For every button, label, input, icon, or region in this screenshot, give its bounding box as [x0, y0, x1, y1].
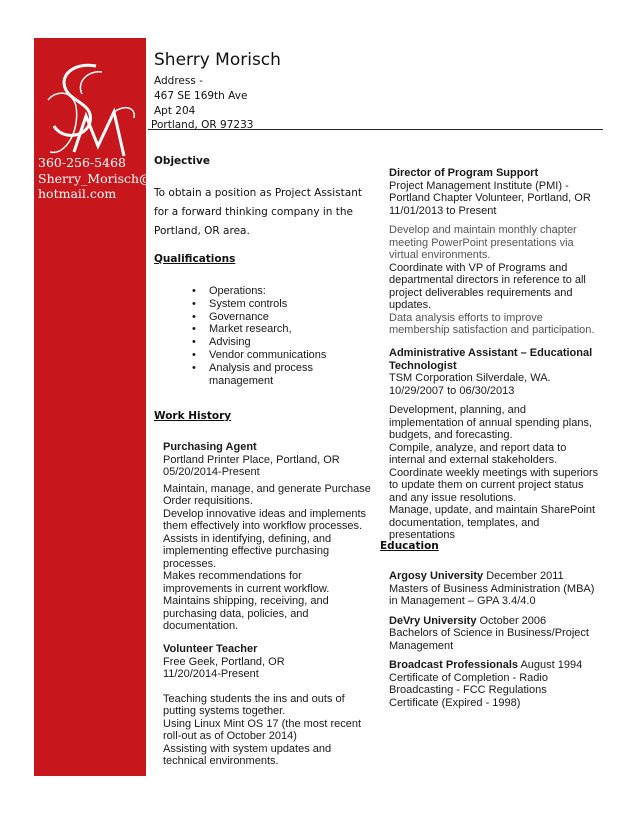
education-school: Argosy University — [389, 570, 484, 582]
address-street: 467 SE 169th Ave — [154, 90, 248, 102]
list-item: • Vendor communications — [192, 349, 359, 362]
job-duty: Manage, update, and maintain SharePoint documentation, templates, and presentations — [389, 504, 596, 541]
education-item — [389, 659, 599, 709]
job-purchasing-agent — [163, 441, 373, 633]
job-title: Purchasing Agent — [163, 441, 257, 453]
job-duty: Assisting with system updates and technical environments. — [163, 742, 332, 767]
education-date: December 2011 — [483, 570, 564, 582]
job-company: Project Management Institute (PMI) - Portland Chapter Volunteer, Portland, OR — [389, 179, 591, 204]
job-duty: Maintains shipping, receiving, and purchasing data, policies, and documentation. — [163, 595, 329, 632]
job-director-program-support — [389, 167, 599, 337]
email-line-1: Sherry_Morisch@ — [38, 170, 152, 186]
job-dates: 05/20/2014-Present — [163, 466, 260, 478]
list-item: • Market research, — [192, 323, 359, 336]
job-duty: Coordinate weekly meetings with superiors to update them on current project status and any issue resolutions. — [389, 466, 599, 504]
job-duty: Maintain, manage, and generate Purchase Order requisitions. — [163, 482, 371, 507]
sm-monogram-icon — [36, 60, 144, 168]
job-duty: Teaching students the ins and outs of putting systems together. — [163, 692, 345, 717]
job-title: Director of Program Support — [389, 167, 539, 179]
email-line-2: hotmail.com — [38, 186, 117, 201]
job-duty: Using Linux Mint OS 17 (the most recent roll-out as of October 2014) — [163, 717, 362, 742]
list-item: • Operations: — [192, 285, 359, 298]
list-item: • System controls — [192, 298, 359, 311]
job-duty: Data analysis efforts to improve membership satisfaction and participation. — [389, 311, 595, 336]
job-duty: Compile, analyze, and report data to internal and external stakeholders. — [389, 441, 567, 466]
education-heading: Education — [380, 540, 439, 552]
education-school: Broadcast Professionals — [389, 659, 518, 671]
candidate-name: Sherry Morisch — [154, 50, 281, 70]
header-divider — [148, 129, 603, 130]
education-list — [389, 570, 599, 709]
job-dates: 11/01/2013 to Present — [389, 204, 497, 217]
work-history-heading: Work History — [154, 410, 232, 422]
job-duty: Coordinate with VP of Programs and departmental directors in reference to all project deliverables requirements and updates. — [389, 261, 586, 311]
job-company: Portland Printer Place, Portland, OR — [163, 453, 340, 466]
job-duty: Develop and maintain monthly chapter meeting PowerPoint presentations via virtual environments. — [389, 224, 577, 261]
education-item — [389, 570, 599, 608]
education-detail: Masters of Business Administration (MBA) in Management – GPA 3.4/4.0 — [389, 582, 595, 607]
education-school: DeVry University — [389, 614, 477, 627]
job-company: TSM Corporation Silverdale, WA. 10/29/2007 to 06/30/2013 — [389, 372, 551, 397]
job-title: Administrative Assistant – Educational Technologist — [389, 347, 593, 372]
job-administrative-assistant — [389, 347, 599, 542]
sidebar — [34, 38, 152, 776]
qualifications-list — [192, 285, 359, 387]
job-duty: Makes recommendations for improvements in current workflow. — [163, 570, 330, 595]
address-label: Address - — [154, 75, 203, 87]
job-company: Free Geek, Portland, OR 11/20/2014-Present — [163, 655, 285, 680]
list-item: • Governance — [192, 311, 359, 324]
address-apt: Apt 204 — [154, 105, 196, 117]
job-duty: Develop innovative ideas and implements them effectively into workflow processes. — [163, 507, 367, 532]
job-duty: Development, planning, and implementation of annual spending plans, budgets, and forecasting. — [389, 404, 593, 441]
objective-text: To obtain a position as Project Assistant for a forward thinking company in the Portland, OR area. — [154, 187, 362, 237]
phone-number: 360-256-5468 — [38, 155, 126, 170]
list-item: • Advising — [192, 336, 359, 349]
education-date: October 2006 — [476, 614, 547, 627]
education-detail: Bachelors of Science in Business/Project Management — [389, 627, 589, 652]
list-item: • Analysis and process management — [192, 362, 359, 388]
job-duty: Assists in identifying, defining, and implementing effective purchasing processes. — [163, 532, 332, 570]
job-title: Volunteer Teacher — [163, 643, 258, 655]
address-city: Portland, OR 97233 — [151, 119, 254, 131]
education-detail: Certificate of Completion - Radio Broadcasting - FCC Regulations Certificate (Expired - 1998) — [389, 671, 548, 709]
objective-heading: Objective — [154, 155, 210, 167]
education-date: August 1994 — [518, 659, 583, 671]
job-volunteer-teacher — [163, 643, 373, 768]
education-item — [389, 615, 599, 653]
qualifications-heading: Qualifications — [154, 253, 236, 265]
